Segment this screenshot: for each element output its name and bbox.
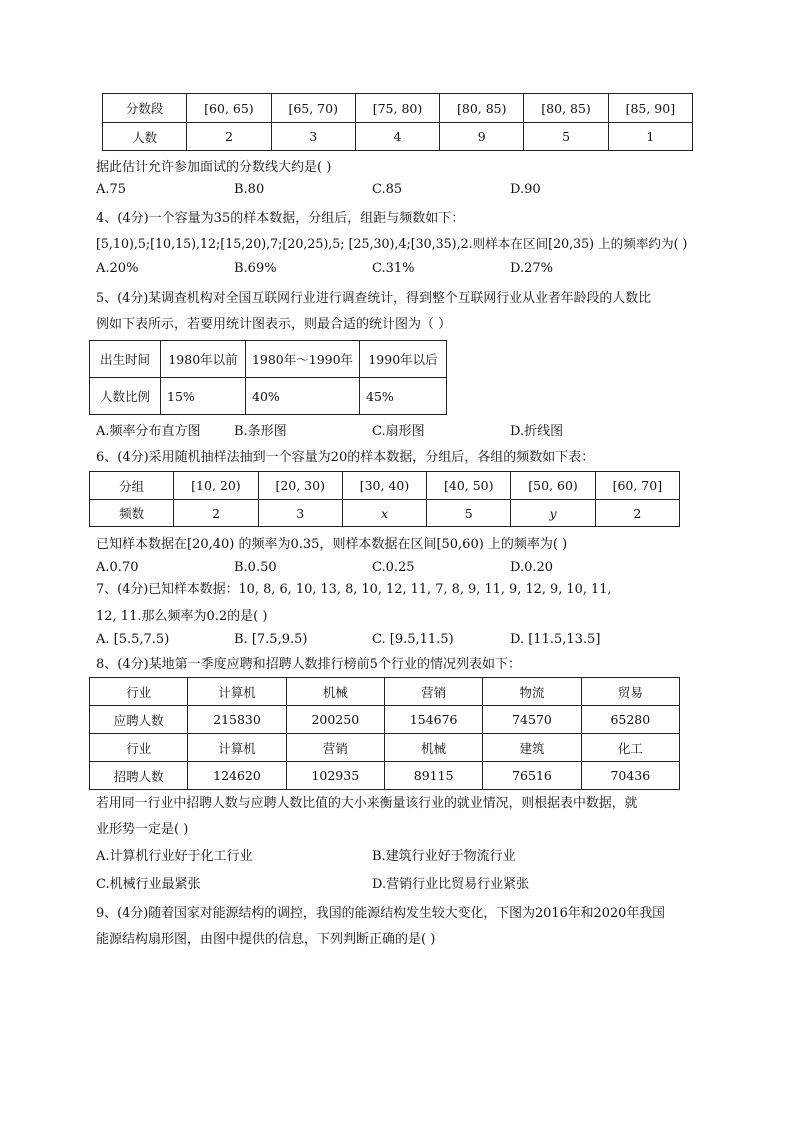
q8-stem-line2: 业形势一定是( ) bbox=[96, 822, 189, 837]
q3-option-d: D.90 bbox=[510, 182, 541, 197]
table-cell: 出生时间 bbox=[90, 341, 161, 378]
q9-line1: 9、(4分)随着国家对能源结构的调控，我国的能源结构发生较大变化，下图为2016年和2020年我国 bbox=[96, 906, 666, 921]
q6-line1: 6、(4分)采用随机抽样法抽到一个容量为20的样本数据，分组后，各组的频数如下表： bbox=[96, 450, 595, 465]
q9-line2: 能源结构扇形图，由图中提供的信息，下列判断正确的是( ) bbox=[96, 932, 436, 947]
q4-line2: [5,10),5;[10,15),12;[15,20),7;[20,25),5; [25,30),4;[30,35),2.则样本在区间[20,35) 上的频率约为( ) bbox=[96, 236, 688, 251]
table-cell: 计算机 bbox=[188, 678, 286, 706]
table-cell: 人数 bbox=[103, 123, 187, 151]
table-cell: 1990年以后 bbox=[360, 341, 447, 378]
table-cell: [65, 70) bbox=[271, 94, 355, 123]
table-cell: [60, 65) bbox=[187, 94, 271, 123]
table-cell: 124620 bbox=[188, 762, 286, 790]
q8-option-d: D.营销行业比贸易行业紧张 bbox=[372, 877, 530, 892]
q4-option-c: C.31% bbox=[372, 261, 415, 276]
q7-option-a: A. [5.5,7.5) bbox=[96, 632, 170, 647]
q4-option-d: D.27% bbox=[510, 261, 553, 276]
table-row bbox=[90, 734, 680, 762]
q7-option-d: D. [11.5,13.5] bbox=[510, 632, 601, 647]
table-cell: 40% bbox=[246, 378, 360, 415]
table-cell: [80, 85) bbox=[524, 94, 608, 123]
table-cell: 应聘人数 bbox=[90, 706, 188, 734]
table-row bbox=[90, 678, 680, 706]
table-cell: 1 bbox=[608, 123, 692, 151]
q7-option-c: C. [9.5,11.5) bbox=[372, 632, 454, 647]
q3-option-a: A.75 bbox=[96, 182, 127, 197]
q6-option-c: C.0.25 bbox=[372, 560, 415, 575]
q5-line1: 5、(4分)某调查机构对全国互联网行业进行调查统计，得到整个互联网行业从业者年龄段的人数比 bbox=[96, 291, 651, 306]
table-cell: 机械 bbox=[384, 734, 482, 762]
table-cell: 分数段 bbox=[103, 94, 187, 123]
q8-option-b: B.建筑行业好于物流行业 bbox=[372, 849, 516, 864]
table-cell: [30, 40) bbox=[342, 472, 426, 500]
table-cell: 15% bbox=[161, 378, 246, 415]
q8-option-a: A.计算机行业好于化工行业 bbox=[96, 849, 253, 864]
q5-option-d: D.折线图 bbox=[510, 424, 564, 439]
q6-stem: 已知样本数据在[20,40) 的频率为0.35，则样本数据在区间[50,60) 上的频率为( ) bbox=[96, 537, 568, 552]
q7-line2: 12, 11.那么频率为0.2的是( ) bbox=[96, 609, 268, 624]
table-cell: y bbox=[511, 500, 595, 527]
table-cell: 74570 bbox=[483, 706, 581, 734]
table-cell: 5 bbox=[524, 123, 608, 151]
table-cell: 2 bbox=[174, 500, 258, 527]
table-cell: 营销 bbox=[286, 734, 384, 762]
table-cell: 人数比例 bbox=[90, 378, 161, 415]
table-cell: 计算机 bbox=[188, 734, 286, 762]
employment-table bbox=[89, 677, 680, 790]
table-cell: 70436 bbox=[581, 762, 679, 790]
q3-stem: 据此估计允许参加面试的分数线大约是( ) bbox=[96, 160, 332, 175]
table-row bbox=[90, 472, 680, 500]
table-cell: 5 bbox=[427, 500, 511, 527]
table-row bbox=[90, 706, 680, 734]
table-row bbox=[90, 762, 680, 790]
table-cell: [80, 85) bbox=[440, 94, 524, 123]
table-cell: [75, 80) bbox=[355, 94, 439, 123]
table-cell: 200250 bbox=[286, 706, 384, 734]
table-cell: 行业 bbox=[90, 734, 188, 762]
q6-option-b: B.0.50 bbox=[234, 560, 277, 575]
table-cell: [50, 60) bbox=[511, 472, 595, 500]
q6-option-a: A.0.70 bbox=[96, 560, 139, 575]
q7-line1: 7、(4分)已知样本数据：10, 8, 6, 10, 13, 8, 10, 12, 11, 7, 8, 9, 11, 9, 12, 9, 10, 11, bbox=[96, 582, 612, 597]
table-cell: 9 bbox=[440, 123, 524, 151]
frequency-table bbox=[89, 471, 680, 527]
age-ratio-table bbox=[89, 340, 447, 415]
table-cell: 频数 bbox=[90, 500, 174, 527]
table-cell: x bbox=[342, 500, 426, 527]
q3-option-b: B.80 bbox=[234, 182, 265, 197]
table-cell: 机械 bbox=[286, 678, 384, 706]
table-cell: 4 bbox=[355, 123, 439, 151]
table-cell: 45% bbox=[360, 378, 447, 415]
table-cell: 2 bbox=[595, 500, 679, 527]
table-row bbox=[90, 378, 447, 415]
q5-line2: 例如下表所示，若要用统计图表示，则最合适的统计图为（ ） bbox=[96, 317, 452, 332]
table-cell: 分组 bbox=[90, 472, 174, 500]
q7-option-b: B. [7.5,9.5) bbox=[234, 632, 308, 647]
table-row bbox=[90, 500, 680, 527]
q5-option-b: B.条形图 bbox=[234, 424, 287, 439]
q3-option-c: C.85 bbox=[372, 182, 403, 197]
table-cell: [40, 50) bbox=[427, 472, 511, 500]
table-cell: [10, 20) bbox=[174, 472, 258, 500]
table-cell: 建筑 bbox=[483, 734, 581, 762]
q8-line1: 8、(4分)某地第一季度应聘和招聘人数排行榜前5个行业的情况列表如下： bbox=[96, 657, 521, 672]
table-cell: [60, 70] bbox=[595, 472, 679, 500]
q5-option-a: A.频率分布直方图 bbox=[96, 424, 201, 439]
table-cell: 3 bbox=[258, 500, 342, 527]
table-cell: 89115 bbox=[384, 762, 482, 790]
table-cell: 102935 bbox=[286, 762, 384, 790]
q6-option-d: D.0.20 bbox=[510, 560, 554, 575]
table-cell: 招聘人数 bbox=[90, 762, 188, 790]
score-table bbox=[102, 93, 693, 151]
q4-option-b: B.69% bbox=[234, 261, 277, 276]
table-cell: 1980年～1990年 bbox=[246, 341, 360, 378]
table-row bbox=[90, 341, 447, 378]
table-cell: 1980年以前 bbox=[161, 341, 246, 378]
table-cell: 65280 bbox=[581, 706, 679, 734]
table-cell: 154676 bbox=[384, 706, 482, 734]
table-cell: 76516 bbox=[483, 762, 581, 790]
table-row bbox=[103, 94, 693, 123]
table-cell: [20, 30) bbox=[258, 472, 342, 500]
table-cell: 215830 bbox=[188, 706, 286, 734]
q8-option-c: C.机械行业最紧张 bbox=[96, 877, 201, 892]
table-cell: 贸易 bbox=[581, 678, 679, 706]
table-cell: 营销 bbox=[384, 678, 482, 706]
q4-line1: 4、(4分)一个容量为35的样本数据，分组后，组距与频数如下： bbox=[96, 211, 465, 226]
q8-stem-line1: 若用同一行业中招聘人数与应聘人数比值的大小来衡量该行业的就业情况，则根据表中数据，就 bbox=[96, 796, 638, 811]
table-cell: 3 bbox=[271, 123, 355, 151]
q5-option-c: C.扇形图 bbox=[372, 424, 425, 439]
table-cell: 行业 bbox=[90, 678, 188, 706]
table-cell: 化工 bbox=[581, 734, 679, 762]
q4-option-a: A.20% bbox=[96, 261, 139, 276]
table-cell: 物流 bbox=[483, 678, 581, 706]
table-cell: 2 bbox=[187, 123, 271, 151]
table-row bbox=[103, 123, 693, 151]
table-cell: [85, 90] bbox=[608, 94, 692, 123]
